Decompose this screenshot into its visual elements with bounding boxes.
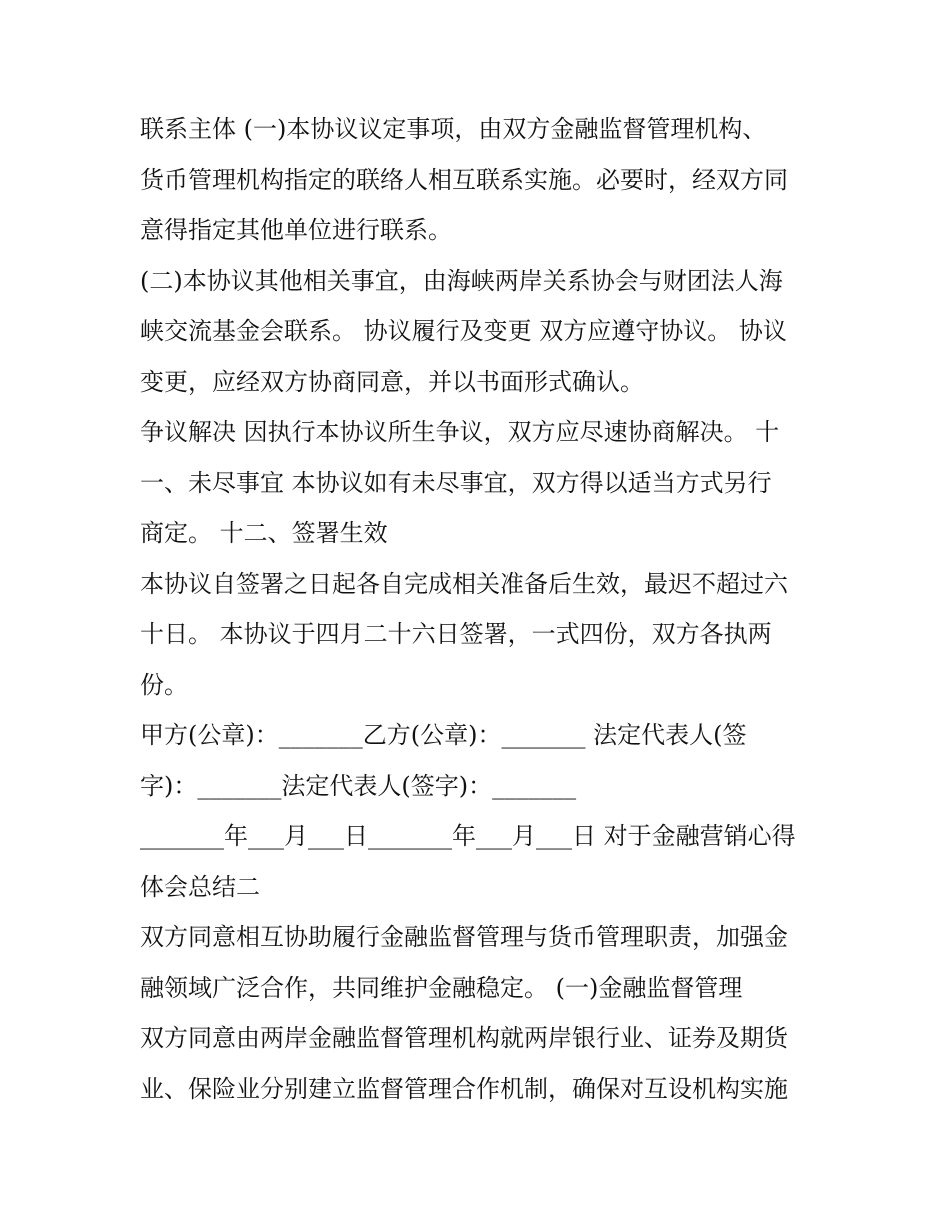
text-line: 业、保险业分别建立监督管理合作机制，确保对互设机构实施 <box>140 1074 788 1103</box>
signature-line: 字)：_______法定代表人(签字)：_______ <box>140 771 577 800</box>
date-line: _______年___月___日_______年___月___日 对于金融营销心得 <box>140 822 796 850</box>
document-body <box>140 104 820 1114</box>
text-line: 意得指定其他单位进行联系。 <box>140 216 452 244</box>
section-heading: 体会总结二 <box>140 872 260 901</box>
text-line: 联系主体 (一)本协议议定事项，由双方金融监督管理机构、 <box>140 115 767 143</box>
text-line: 双方同意相互协助履行金融监督管理与货币管理职责，加强金 <box>140 923 788 951</box>
text-line: 双方同意由两岸金融监督管理机构就两岸银行业、证券及期货 <box>140 1024 788 1052</box>
signature-line: 甲方(公章)：_______乙方(公章)：_______ 法定代表人(签 <box>140 721 747 749</box>
text-line: 争议解决 因执行本协议所生争议，双方应尽速协商解决。 十 <box>140 418 780 446</box>
text-line: 本协议自签署之日起各自完成相关准备后生效，最迟不超过六 <box>140 569 788 598</box>
text-line: 十日。 本协议于四月二十六日签署，一式四份，双方各执两 <box>140 620 772 648</box>
text-line: 份。 <box>140 670 188 699</box>
text-line: 融领域广泛合作，共同维护金融稳定。 (一)金融监督管理 <box>140 973 743 1002</box>
text-line: 变更，应经双方协商同意，并以书面形式确认。 <box>140 367 644 396</box>
text-line: 货币管理机构指定的联络人相互联系实施。必要时，经双方同 <box>140 165 788 194</box>
text-line: 一、未尽事宜 本协议如有未尽事宜，双方得以适当方式另行 <box>140 468 772 497</box>
text-line: 商定。 十二、签署生效 <box>140 519 388 547</box>
text-line: 峡交流基金会联系。 协议履行及变更 双方应遵守协议。 协议 <box>140 317 787 345</box>
text-line: (二)本协议其他相关事宜，由海峡两岸关系协会与财团法人海 <box>140 266 783 295</box>
